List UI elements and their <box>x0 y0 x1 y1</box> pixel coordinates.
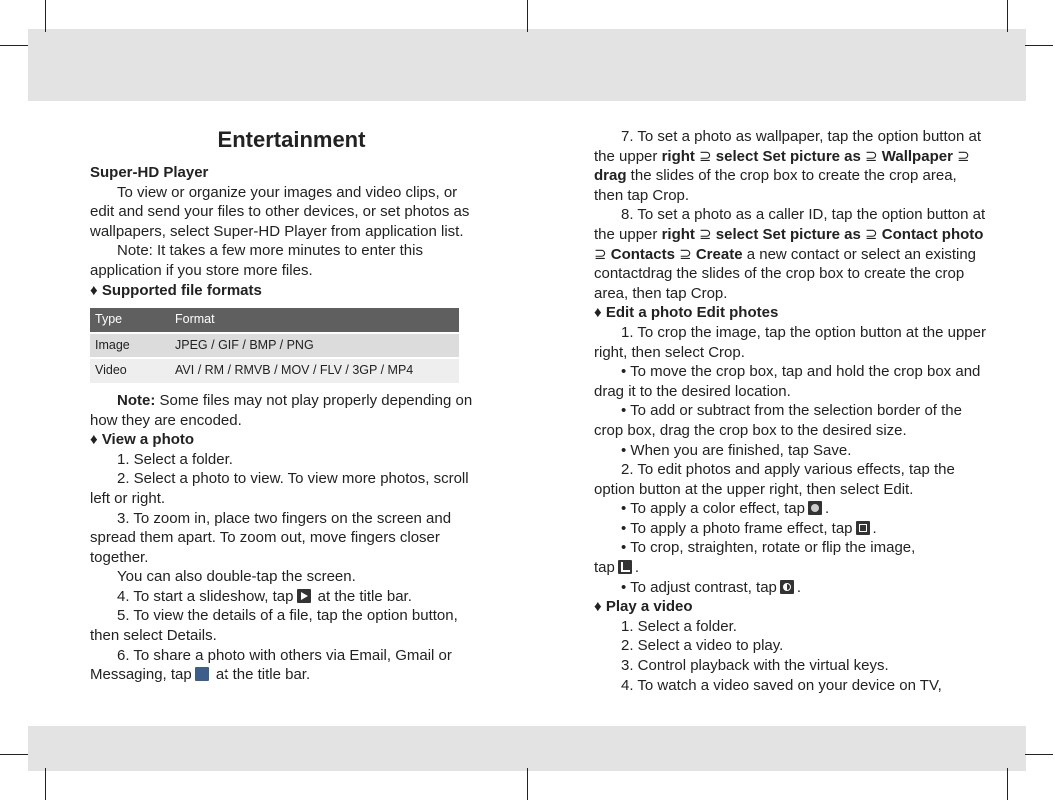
bold-term: Contact photo <box>881 225 984 243</box>
separator: ⊇ <box>860 225 882 243</box>
table-header-row <box>90 308 459 333</box>
bold-term: Wallpaper <box>881 147 953 165</box>
bullet-text <box>594 499 986 519</box>
encoding-note <box>90 391 485 430</box>
period: . <box>796 578 802 596</box>
color-effect-icon <box>808 501 822 515</box>
bullet-text <box>594 558 986 578</box>
note-text: Some files may not play properly depending on how they are encoded. <box>90 391 473 429</box>
view-photo-heading: ♦ View a photo <box>90 431 195 449</box>
bullet-part: • To adjust contrast, tap <box>621 578 777 596</box>
bold-term: Create <box>695 245 743 263</box>
table-cell: JPEG / GIF / BMP / PNG <box>170 333 459 359</box>
crop-mark <box>1025 754 1053 755</box>
crop-mark <box>0 754 28 755</box>
step-part: a new contact or select an existing contactdrag the slides of the crop box to create the crop area, then tap Crop. <box>594 245 977 302</box>
share-icon <box>195 667 209 681</box>
intro-paragraph: To view or organize your images and video clips, or edit and send your files to other devices, or set photos as wallpapers, select Super-HD Player from application list. <box>90 183 470 240</box>
period: . <box>872 519 877 537</box>
step-text: 2. Select a photo to view. To view more photos, scroll left or right. <box>90 470 469 507</box>
bullet-part: • To apply a color effect, tap <box>621 500 805 518</box>
step-part: 6. To share a photo with others via Email, Gmail or Messaging, tap <box>90 646 452 684</box>
step-part: at the title bar. <box>211 666 311 684</box>
separator: ⊇ <box>594 245 611 263</box>
separator: ⊇ <box>694 147 716 165</box>
step-text: 5. To view the details of a file, tap the option button, then select Details. <box>90 607 458 645</box>
step-text: 3. To zoom in, place two fingers on the screen and spread them apart. To zoom out, move fingers closer together. <box>90 509 452 566</box>
bullet-text <box>594 519 986 539</box>
crop-mark <box>1007 0 1008 32</box>
crop-mark <box>45 0 46 32</box>
bullet-part: • To apply a photo frame effect, tap <box>621 519 853 537</box>
separator: ⊇ <box>674 245 696 263</box>
bold-term: drag <box>594 167 627 185</box>
bullet-part: tap <box>594 559 615 577</box>
step-text: 1. Select a folder. <box>621 617 737 635</box>
bullet-text: • To crop, straighten, rotate or flip the image, <box>621 539 916 557</box>
step-text: 1. To crop the image, tap the option button at the upper right, then select Crop. <box>594 323 986 361</box>
step-text: 2. Select a video to play. <box>621 637 784 655</box>
step-part: the slides of the crop box to create the crop area, then tap Crop. <box>594 167 957 204</box>
step-part: 4. To start a slideshow, tap <box>117 587 294 605</box>
step-text <box>594 127 986 205</box>
separator: ⊇ <box>694 225 716 243</box>
contrast-icon <box>780 580 794 594</box>
step-text <box>90 587 485 607</box>
step-text: 3. Control playback with the virtual keys. <box>621 657 889 675</box>
bullet-text: • To add or subtract from the selection border of the crop box, drag the crop box to the desired size. <box>594 402 962 439</box>
step-part: 7. To set a photo as wallpaper, tap the option button at the upper <box>594 128 981 165</box>
period: . <box>634 559 640 577</box>
table-cell: Video <box>90 358 170 384</box>
step-text <box>90 646 485 685</box>
bullet-text: • To move the crop box, tap and hold the crop box and drag it to the desired location. <box>594 363 981 400</box>
crop-mark <box>1007 768 1008 800</box>
bold-term: right <box>661 147 695 165</box>
step-text: 2. To edit photos and apply various effects, tap the option button at the upper right, then select Edit. <box>594 461 955 498</box>
table-row <box>90 358 459 384</box>
footer-band <box>28 726 1026 771</box>
note-label: Note: <box>117 391 156 409</box>
period: . <box>824 500 830 518</box>
crop-icon <box>618 560 632 574</box>
step-part: 8. To set a photo as a caller ID, tap the option button at the upper <box>594 206 986 243</box>
slideshow-icon <box>297 589 311 603</box>
section-heading: Super-HD Player <box>90 164 209 181</box>
table-cell: Image <box>90 333 170 359</box>
separator: ⊇ <box>860 147 882 165</box>
step-text: You can also double-tap the screen. <box>117 568 356 586</box>
bold-term: Contacts <box>610 245 675 263</box>
edit-photo-heading: ♦ Edit a photo Edit photes <box>594 304 779 322</box>
step-part: at the title bar. <box>313 587 412 605</box>
bold-term: right <box>661 225 695 243</box>
crop-mark <box>527 768 528 800</box>
crop-mark <box>1025 45 1053 46</box>
supported-formats-heading: ♦ Supported file formats <box>90 281 262 299</box>
step-text <box>594 205 986 303</box>
left-column <box>90 127 485 685</box>
right-column <box>594 127 986 695</box>
bullet-text: • When you are finished, tap Save. <box>621 441 852 459</box>
step-text: 1. Select a folder. <box>117 450 233 468</box>
note-paragraph: Note: It takes a few more minutes to enter this application if you store more files. <box>90 242 423 279</box>
table-row <box>90 333 459 359</box>
header-band <box>28 29 1026 101</box>
separator: ⊇ <box>952 147 970 165</box>
table-header-cell: Format <box>170 308 459 333</box>
page-title: Entertainment <box>217 127 366 152</box>
table-header-cell: Type <box>90 308 170 333</box>
frame-effect-icon <box>856 521 870 535</box>
step-text: 4. To watch a video saved on your device on TV, <box>621 676 942 694</box>
formats-table <box>90 308 459 385</box>
bold-term: select Set picture as <box>715 147 861 165</box>
crop-mark <box>45 768 46 800</box>
table-cell: AVI / RM / RMVB / MOV / FLV / 3GP / MP4 <box>170 358 459 384</box>
bullet-text <box>594 578 986 598</box>
crop-mark <box>527 0 528 32</box>
bold-term: select Set picture as <box>715 225 861 243</box>
play-video-heading: ♦ Play a video <box>594 598 693 616</box>
crop-mark <box>0 45 28 46</box>
